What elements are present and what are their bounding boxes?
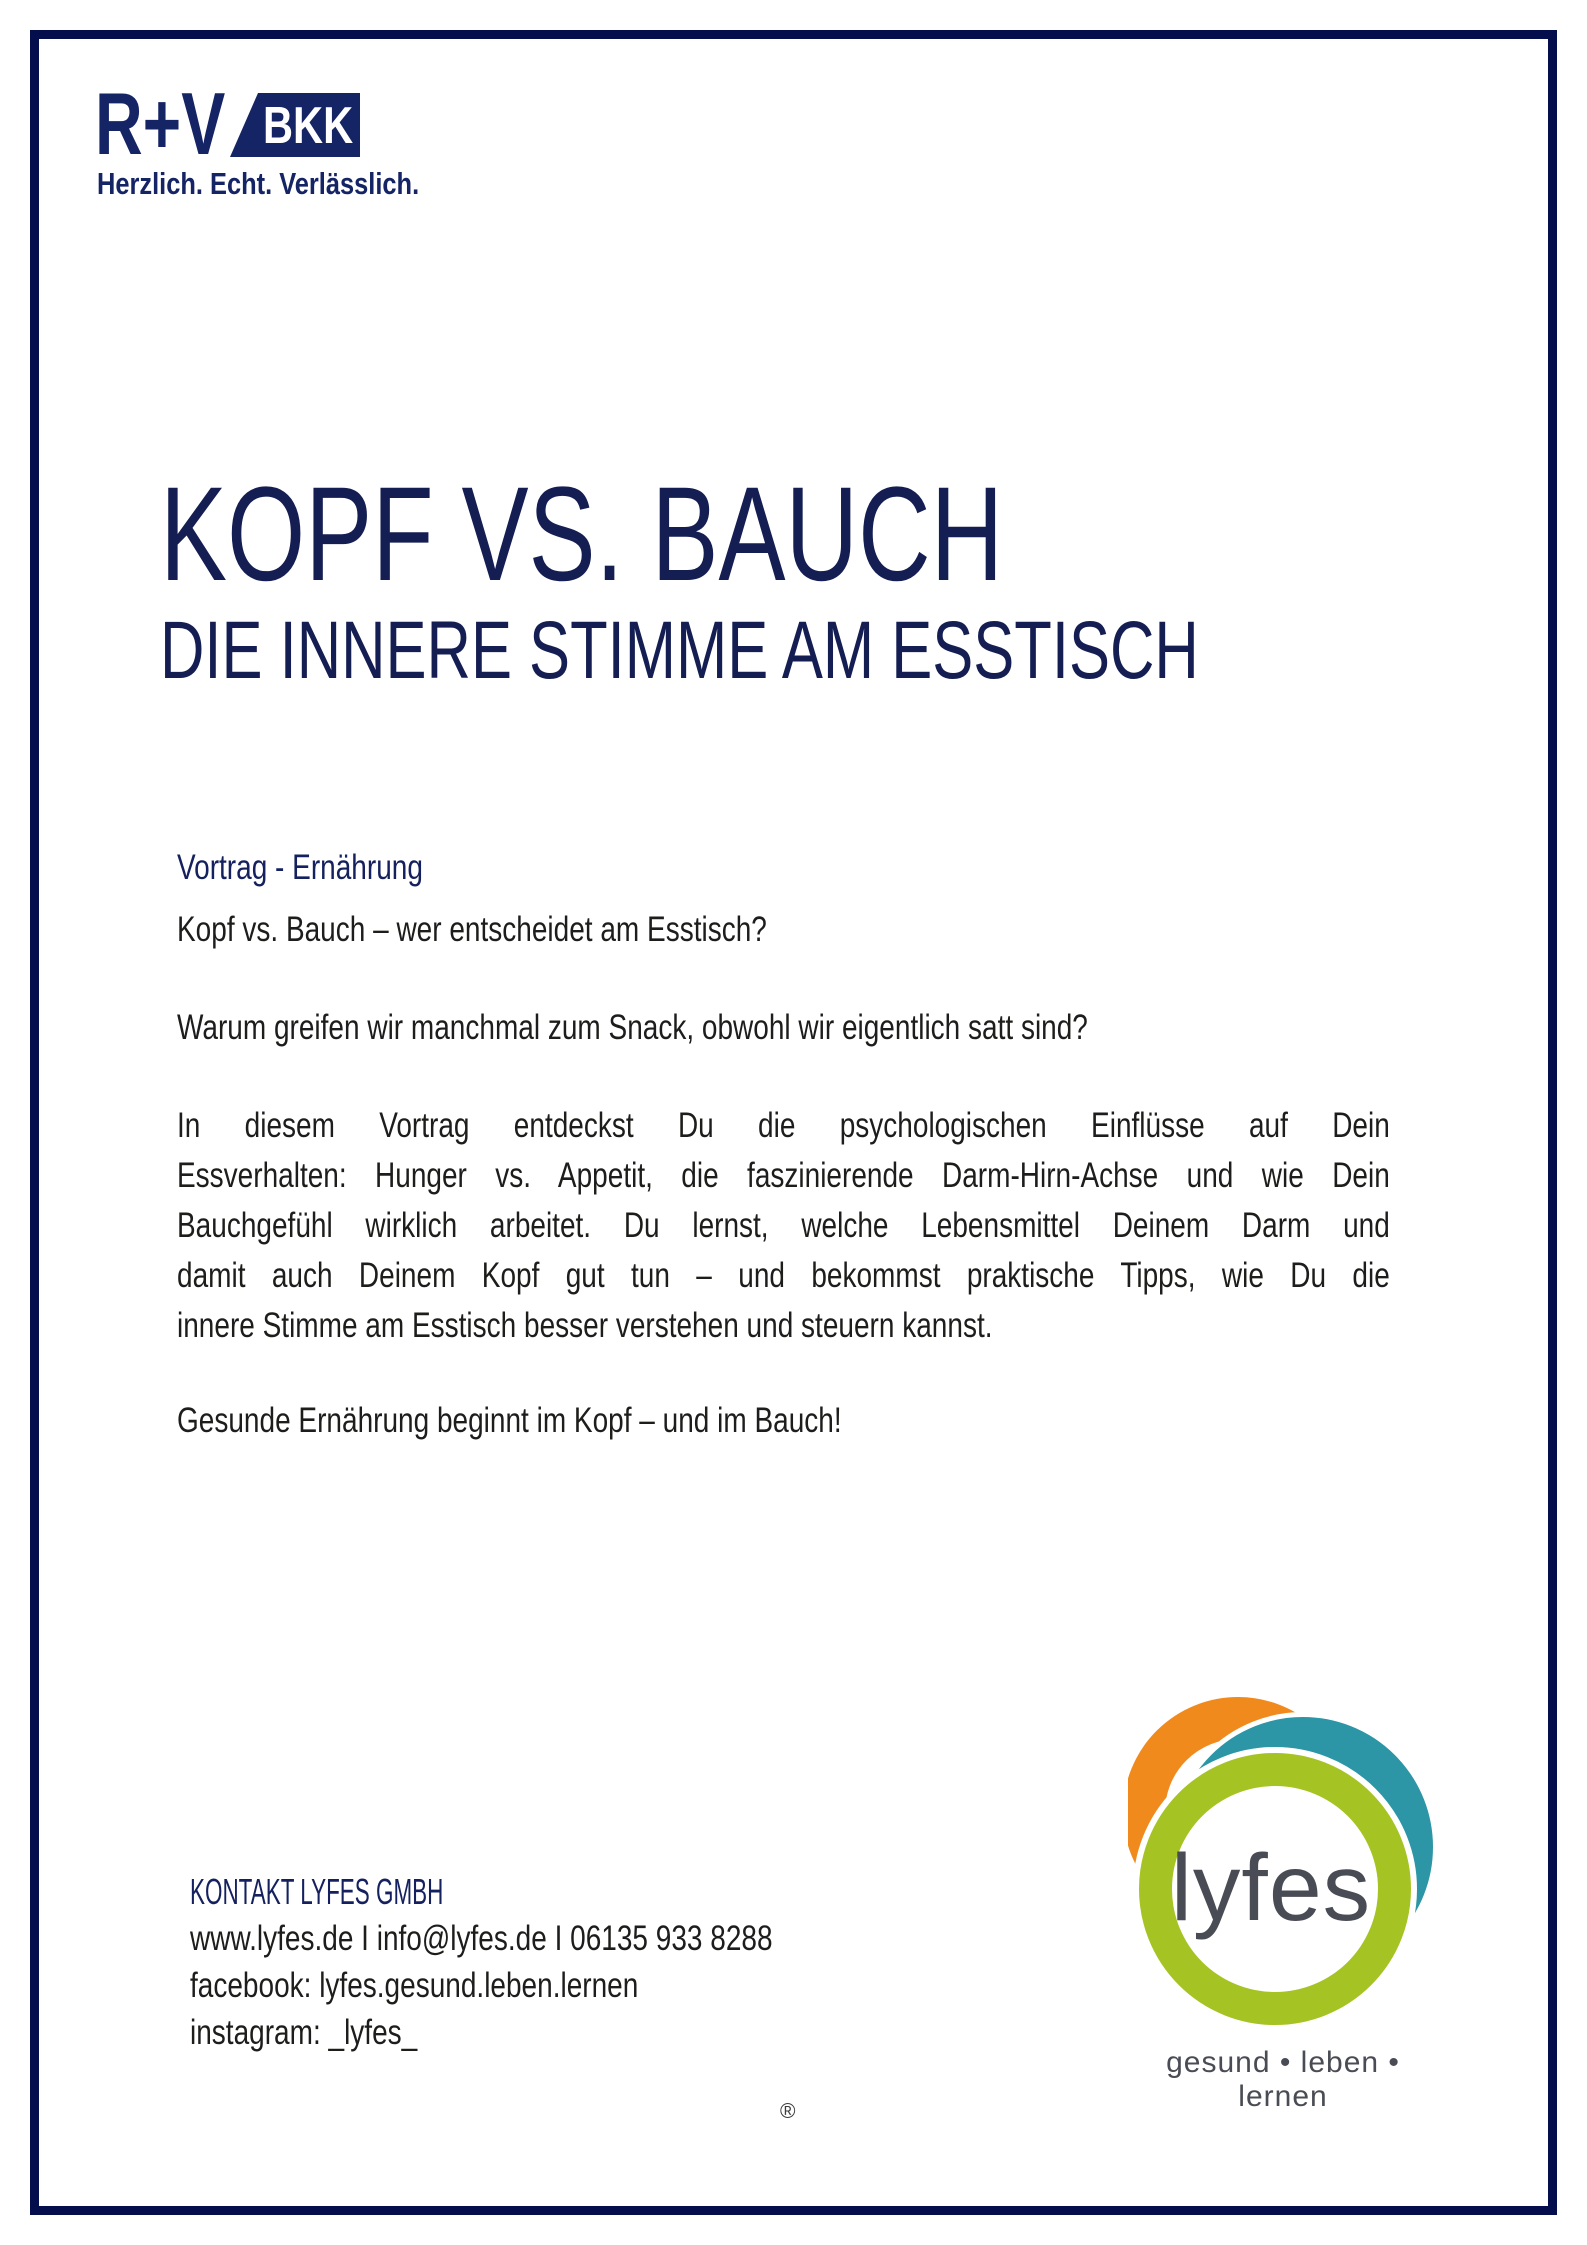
closing-line: Gesunde Ernährung beginnt im Kopf – und im Bauch! (177, 1401, 842, 1440)
question-line: Warum greifen wir manchmal zum Snack, obwohl wir eigentlich satt sind? (177, 1008, 1088, 1047)
contact-block (190, 1868, 1070, 2056)
description-paragraph (177, 1101, 1390, 1351)
lyfes-tagline: gesund • leben • lernen (1166, 2046, 1400, 2113)
registered-trademark-symbol: ® (780, 2100, 796, 2123)
bkk-logo-text: BKK (263, 95, 354, 155)
rv-bkk-logo (95, 93, 360, 157)
category-label: Vortrag - Ernährung (177, 848, 423, 887)
body-text-block (177, 840, 1390, 1480)
contact-heading: KONTAKT LYFES GMBH (190, 1871, 444, 1912)
rv-tagline: Herzlich. Echt. Verlässlich. (97, 166, 420, 201)
lyfes-wordmark: lyfes (1170, 1835, 1372, 1941)
paragraph-line: innere Stimme am Esstisch besser verstehen und steuern kannst. (177, 1306, 993, 1345)
lyfes-logo (1128, 1692, 1438, 2032)
paragraph-line: In diesem Vortrag entdeckst Du die psychologischen Einflüsse auf Dein (177, 1106, 1390, 1145)
contact-web-mail-phone: www.lyfes.de I info@lyfes.de I 06135 933 8288 (190, 1919, 773, 1958)
intro-line: Kopf vs. Bauch – wer entscheidet am Esstisch? (177, 910, 767, 949)
paragraph-line: damit auch Deinem Kopf gut tun – und bekommst praktische Tipps, wie Du die (177, 1256, 1390, 1295)
page-subtitle: DIE INNERE STIMME AM ESSTISCH (160, 605, 1199, 696)
rv-logo-text: R+V (95, 93, 226, 157)
page-title: KOPF VS. BAUCH (160, 460, 1004, 609)
contact-facebook: facebook: lyfes.gesund.leben.lernen (190, 1966, 639, 2005)
contact-instagram: instagram: _lyfes_ (190, 2013, 418, 2052)
paragraph-line: Bauchgefühl wirklich arbeitet. Du lernst, welche Lebensmittel Deinem Darm und (177, 1206, 1390, 1245)
paragraph-line: Essverhalten: Hunger vs. Appetit, die faszinierende Darm-Hirn-Achse und wie Dein (177, 1156, 1390, 1195)
